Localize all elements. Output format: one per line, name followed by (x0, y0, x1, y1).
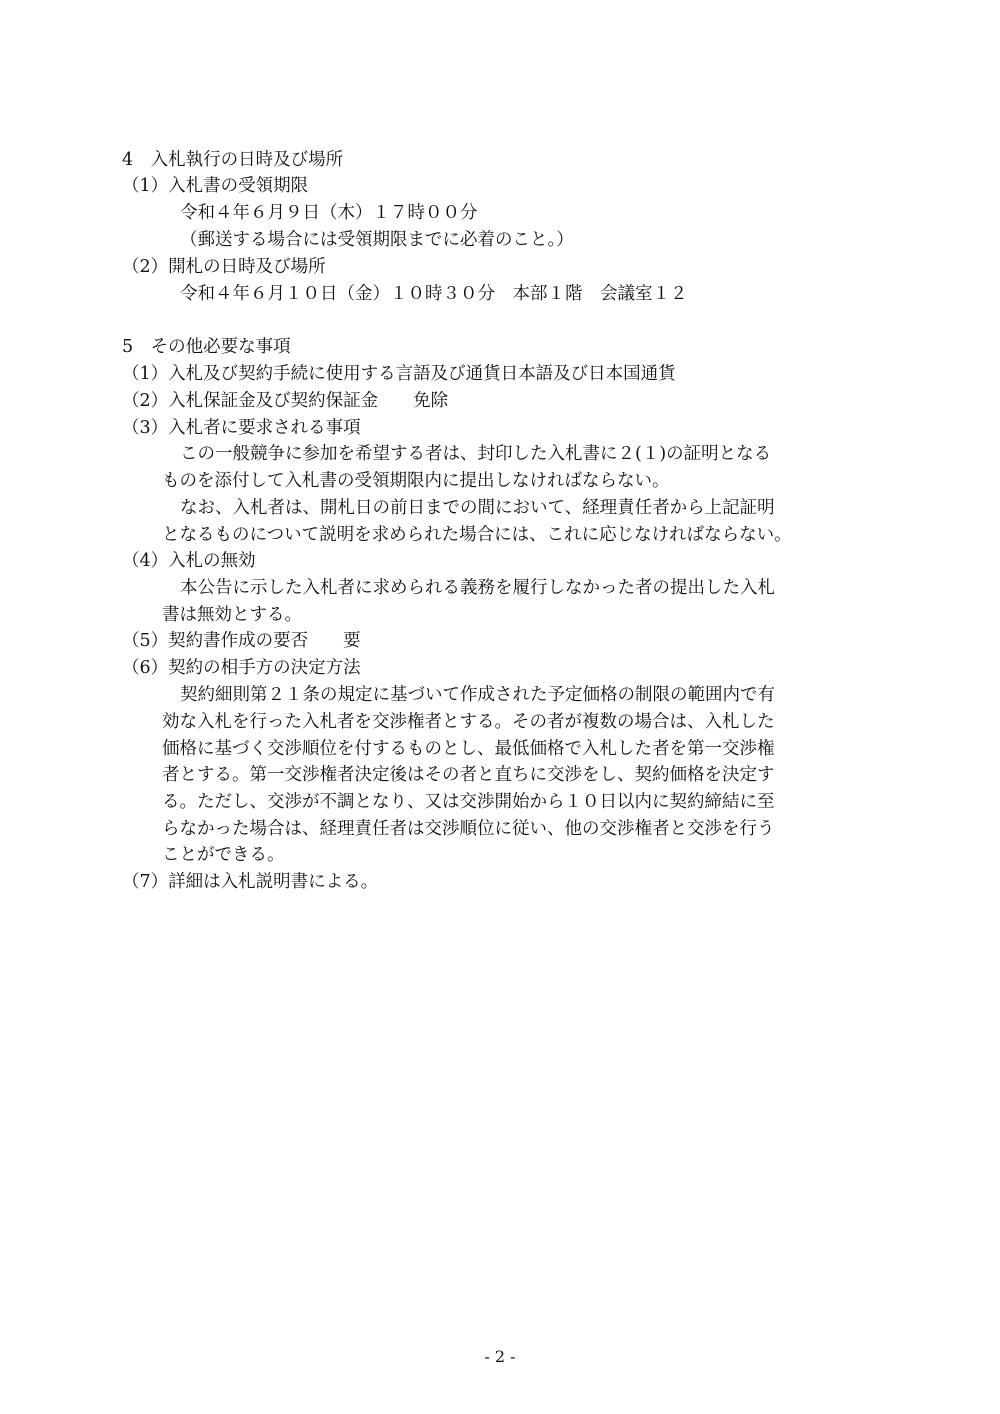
section-4-item-1-label: （1）入札書の受領期限 (122, 176, 309, 196)
section-5-item-5: （5）契約書作成の要否 要 (122, 631, 361, 651)
section-5-item-6-label: （6）契約の相手方の決定方法 (122, 658, 361, 678)
section-4-item-1-note: （郵送する場合には受領期限までに必着のこと。） (180, 230, 574, 250)
section-4-heading: 4 入札執行の日時及び場所 (122, 150, 344, 170)
section-5-item-3-paragraph-line: なお、入札者は、開札日の前日までの間において、経理責任者から上記証明 (180, 498, 775, 518)
section-5-item-6-text-line: ことができる。 (162, 845, 285, 865)
section-5-item-6-text-line: る。ただし、交渉が不調となり、又は交渉開始から１０日以内に契約締結に至 (162, 792, 775, 812)
section-5-item-6-text-line: 者とする。第一交渉権者決定後はその者と直ちに交渉をし、契約価格を決定す (162, 765, 775, 785)
section-5-item-4-text-line: 書は無効とする。 (162, 605, 302, 625)
section-5-item-3-paragraph-line: となるものについて説明を求められた場合には、これに応じなければならない。 (162, 525, 792, 545)
section-5-item-4-label: （4）入札の無効 (122, 551, 256, 571)
section-5-item-3-paragraph-line: ものを添付して入札書の受領期限内に提出しなければならない。 (162, 471, 670, 491)
section-5-item-6-text-line: 契約細則第２１条の規定に基づいて作成された予定価格の制限の範囲内で有 (180, 685, 775, 705)
section-4-item-2-datetime-place: 令和４年６月１０日（金）１０時３０分 本部１階 会議室１２ (180, 284, 688, 304)
section-5-item-6-text-line: らなかった場合は、経理責任者は交渉順位に従い、他の交渉権者と交渉を行う (162, 819, 775, 839)
page-number: - 2 - (484, 1347, 516, 1366)
section-5-item-7: （7）詳細は入札説明書による。 (122, 872, 379, 892)
section-5-item-3-label: （3）入札者に要求される事項 (122, 418, 361, 438)
section-5-item-3-paragraph-line: この一般競争に参加を希望する者は、封印した入札書に２(１)の証明となる (180, 444, 772, 464)
section-5-item-6-text-line: 効な入札を行った入札者を交渉権者とする。その者が複数の場合は、入札した (162, 712, 775, 732)
section-5-item-1: （1）入札及び契約手続に使用する言語及び通貨日本語及び日本国通貨 (122, 364, 676, 384)
section-4-item-2-label: （2）開札の日時及び場所 (122, 257, 326, 277)
section-5-heading: 5 その他必要な事項 (122, 337, 291, 357)
section-5-item-6-text-line: 価格に基づく交渉順位を付するものとし、最低価格で入札した者を第一交渉権 (162, 739, 775, 759)
section-5-item-2: （2）入札保証金及び契約保証金 免除 (122, 391, 449, 411)
section-4-item-1-datetime: 令和４年６月９日（木）１７時００分 (180, 203, 478, 223)
section-5-item-4-text-line: 本公告に示した入札者に求められる義務を履行しなかった者の提出した入札 (180, 578, 775, 598)
